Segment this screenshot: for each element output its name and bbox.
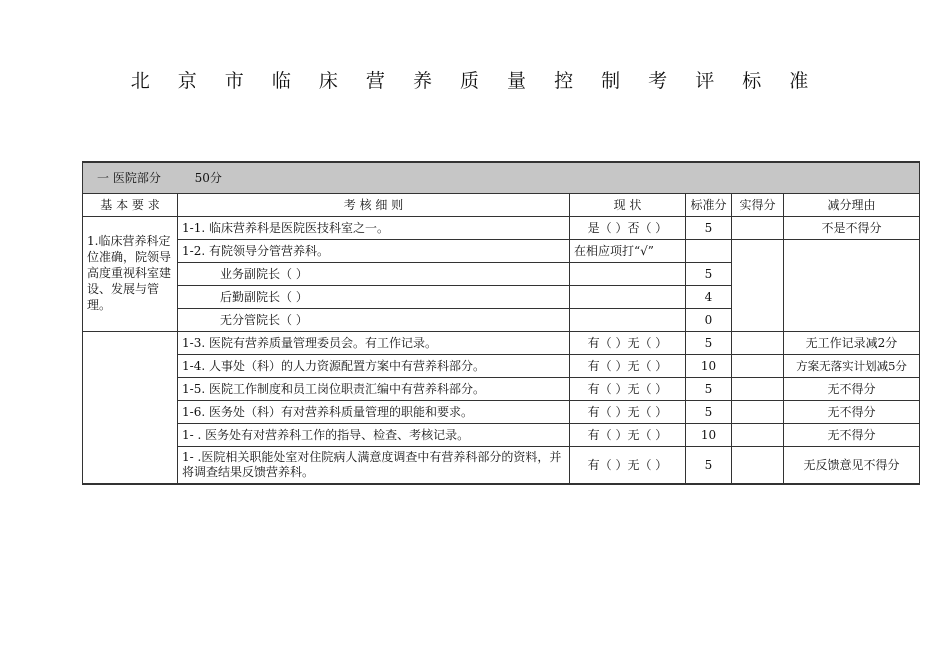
- detail-cell: 1-5. 医院工作制度和员工岗位职责汇编中有营养科部分。: [178, 378, 570, 401]
- section-cell: [83, 162, 920, 194]
- actual-cell: [732, 332, 784, 355]
- header-row: [83, 194, 920, 217]
- standard-cell: 10: [686, 355, 732, 378]
- actual-cell: [732, 240, 784, 332]
- standard-cell: 5: [686, 401, 732, 424]
- standard-cell: 0: [686, 309, 732, 332]
- section-label: 一 医院部分: [97, 170, 161, 185]
- table-row: [83, 401, 920, 424]
- reason-cell: 无不得分: [784, 424, 920, 447]
- detail-cell: 1-1. 临床营养科是医院医技科室之一。: [178, 217, 570, 240]
- header-detail: 考 核 细 则: [178, 194, 570, 217]
- section-row: [83, 162, 920, 194]
- header-status: 现 状: [570, 194, 686, 217]
- status-cell: 有（ ）无（ ）: [570, 424, 686, 447]
- detail-cell: 1-4. 人事处（科）的人力资源配置方案中有营养科部分。: [178, 355, 570, 378]
- status-cell: 有（ ）无（ ）: [570, 401, 686, 424]
- status-cell: 有（ ）无（ ）: [570, 378, 686, 401]
- header-actual: 实得分: [732, 194, 784, 217]
- actual-cell: [732, 424, 784, 447]
- header-requirement: 基 本 要 求: [83, 194, 178, 217]
- detail-cell: 业务副院长（ ）: [178, 263, 570, 286]
- actual-cell: [732, 447, 784, 485]
- detail-cell: 后勤副院长（ ）: [178, 286, 570, 309]
- actual-cell: [732, 217, 784, 240]
- standard-cell: 4: [686, 286, 732, 309]
- header-reason: 减分理由: [784, 194, 920, 217]
- standard-cell: 5: [686, 447, 732, 485]
- standard-cell: 5: [686, 217, 732, 240]
- detail-cell: 1- . 医务处有对营养科工作的指导、检查、考核记录。: [178, 424, 570, 447]
- reason-cell: 无工作记录减2分: [784, 332, 920, 355]
- status-cell: 有（ ）无（ ）: [570, 355, 686, 378]
- status-cell: 有（ ）无（ ）: [570, 447, 686, 485]
- status-cell: [570, 263, 686, 286]
- standard-cell: 5: [686, 263, 732, 286]
- detail-cell: 1-2. 有院领导分管营养科。: [178, 240, 570, 263]
- actual-cell: [732, 401, 784, 424]
- detail-cell: 1-3. 医院有营养质量管理委员会。有工作记录。: [178, 332, 570, 355]
- detail-cell: 1-6. 医务处（科）有对营养科质量管理的职能和要求。: [178, 401, 570, 424]
- evaluation-table: [82, 161, 920, 485]
- status-cell: [570, 309, 686, 332]
- reason-cell: [784, 240, 920, 332]
- standard-cell: 5: [686, 332, 732, 355]
- status-cell: 有（ ）无（ ）: [570, 332, 686, 355]
- table-row: [83, 447, 920, 485]
- reason-cell: 无不得分: [784, 378, 920, 401]
- standard-cell: 5: [686, 378, 732, 401]
- header-standard: 标准分: [686, 194, 732, 217]
- reason-cell: 无反馈意见不得分: [784, 447, 920, 485]
- requirement-cell-empty: [83, 332, 178, 485]
- table-row: [83, 355, 920, 378]
- section-score: 50分: [194, 170, 222, 185]
- table-row: [83, 378, 920, 401]
- table-row: [83, 424, 920, 447]
- status-cell: 是（ ）否（ ）: [570, 217, 686, 240]
- standard-cell: 10: [686, 424, 732, 447]
- standard-cell: [686, 240, 732, 263]
- actual-cell: [732, 355, 784, 378]
- table-row: [83, 332, 920, 355]
- table-row: [83, 217, 920, 240]
- actual-cell: [732, 378, 784, 401]
- requirement-cell: 1.临床营养科定位准确，院领导高度重视科室建设、发展与管理。: [83, 217, 178, 332]
- reason-cell: 不是不得分: [784, 217, 920, 240]
- document-title: 北 京 市 临 床 营 养 质 量 控 制 考 评 标 准: [130, 70, 820, 92]
- status-cell: [570, 286, 686, 309]
- reason-cell: 方案无落实计划减5分: [784, 355, 920, 378]
- detail-cell: 无分管院长（ ）: [178, 309, 570, 332]
- reason-cell: 无不得分: [784, 401, 920, 424]
- detail-cell: 1- .医院相关职能处室对住院病人满意度调查中有营养科部分的资料，并将调查结果反馈营养科。: [178, 447, 570, 485]
- table-row: [83, 240, 920, 263]
- status-cell: 在相应项打“√”: [570, 240, 686, 263]
